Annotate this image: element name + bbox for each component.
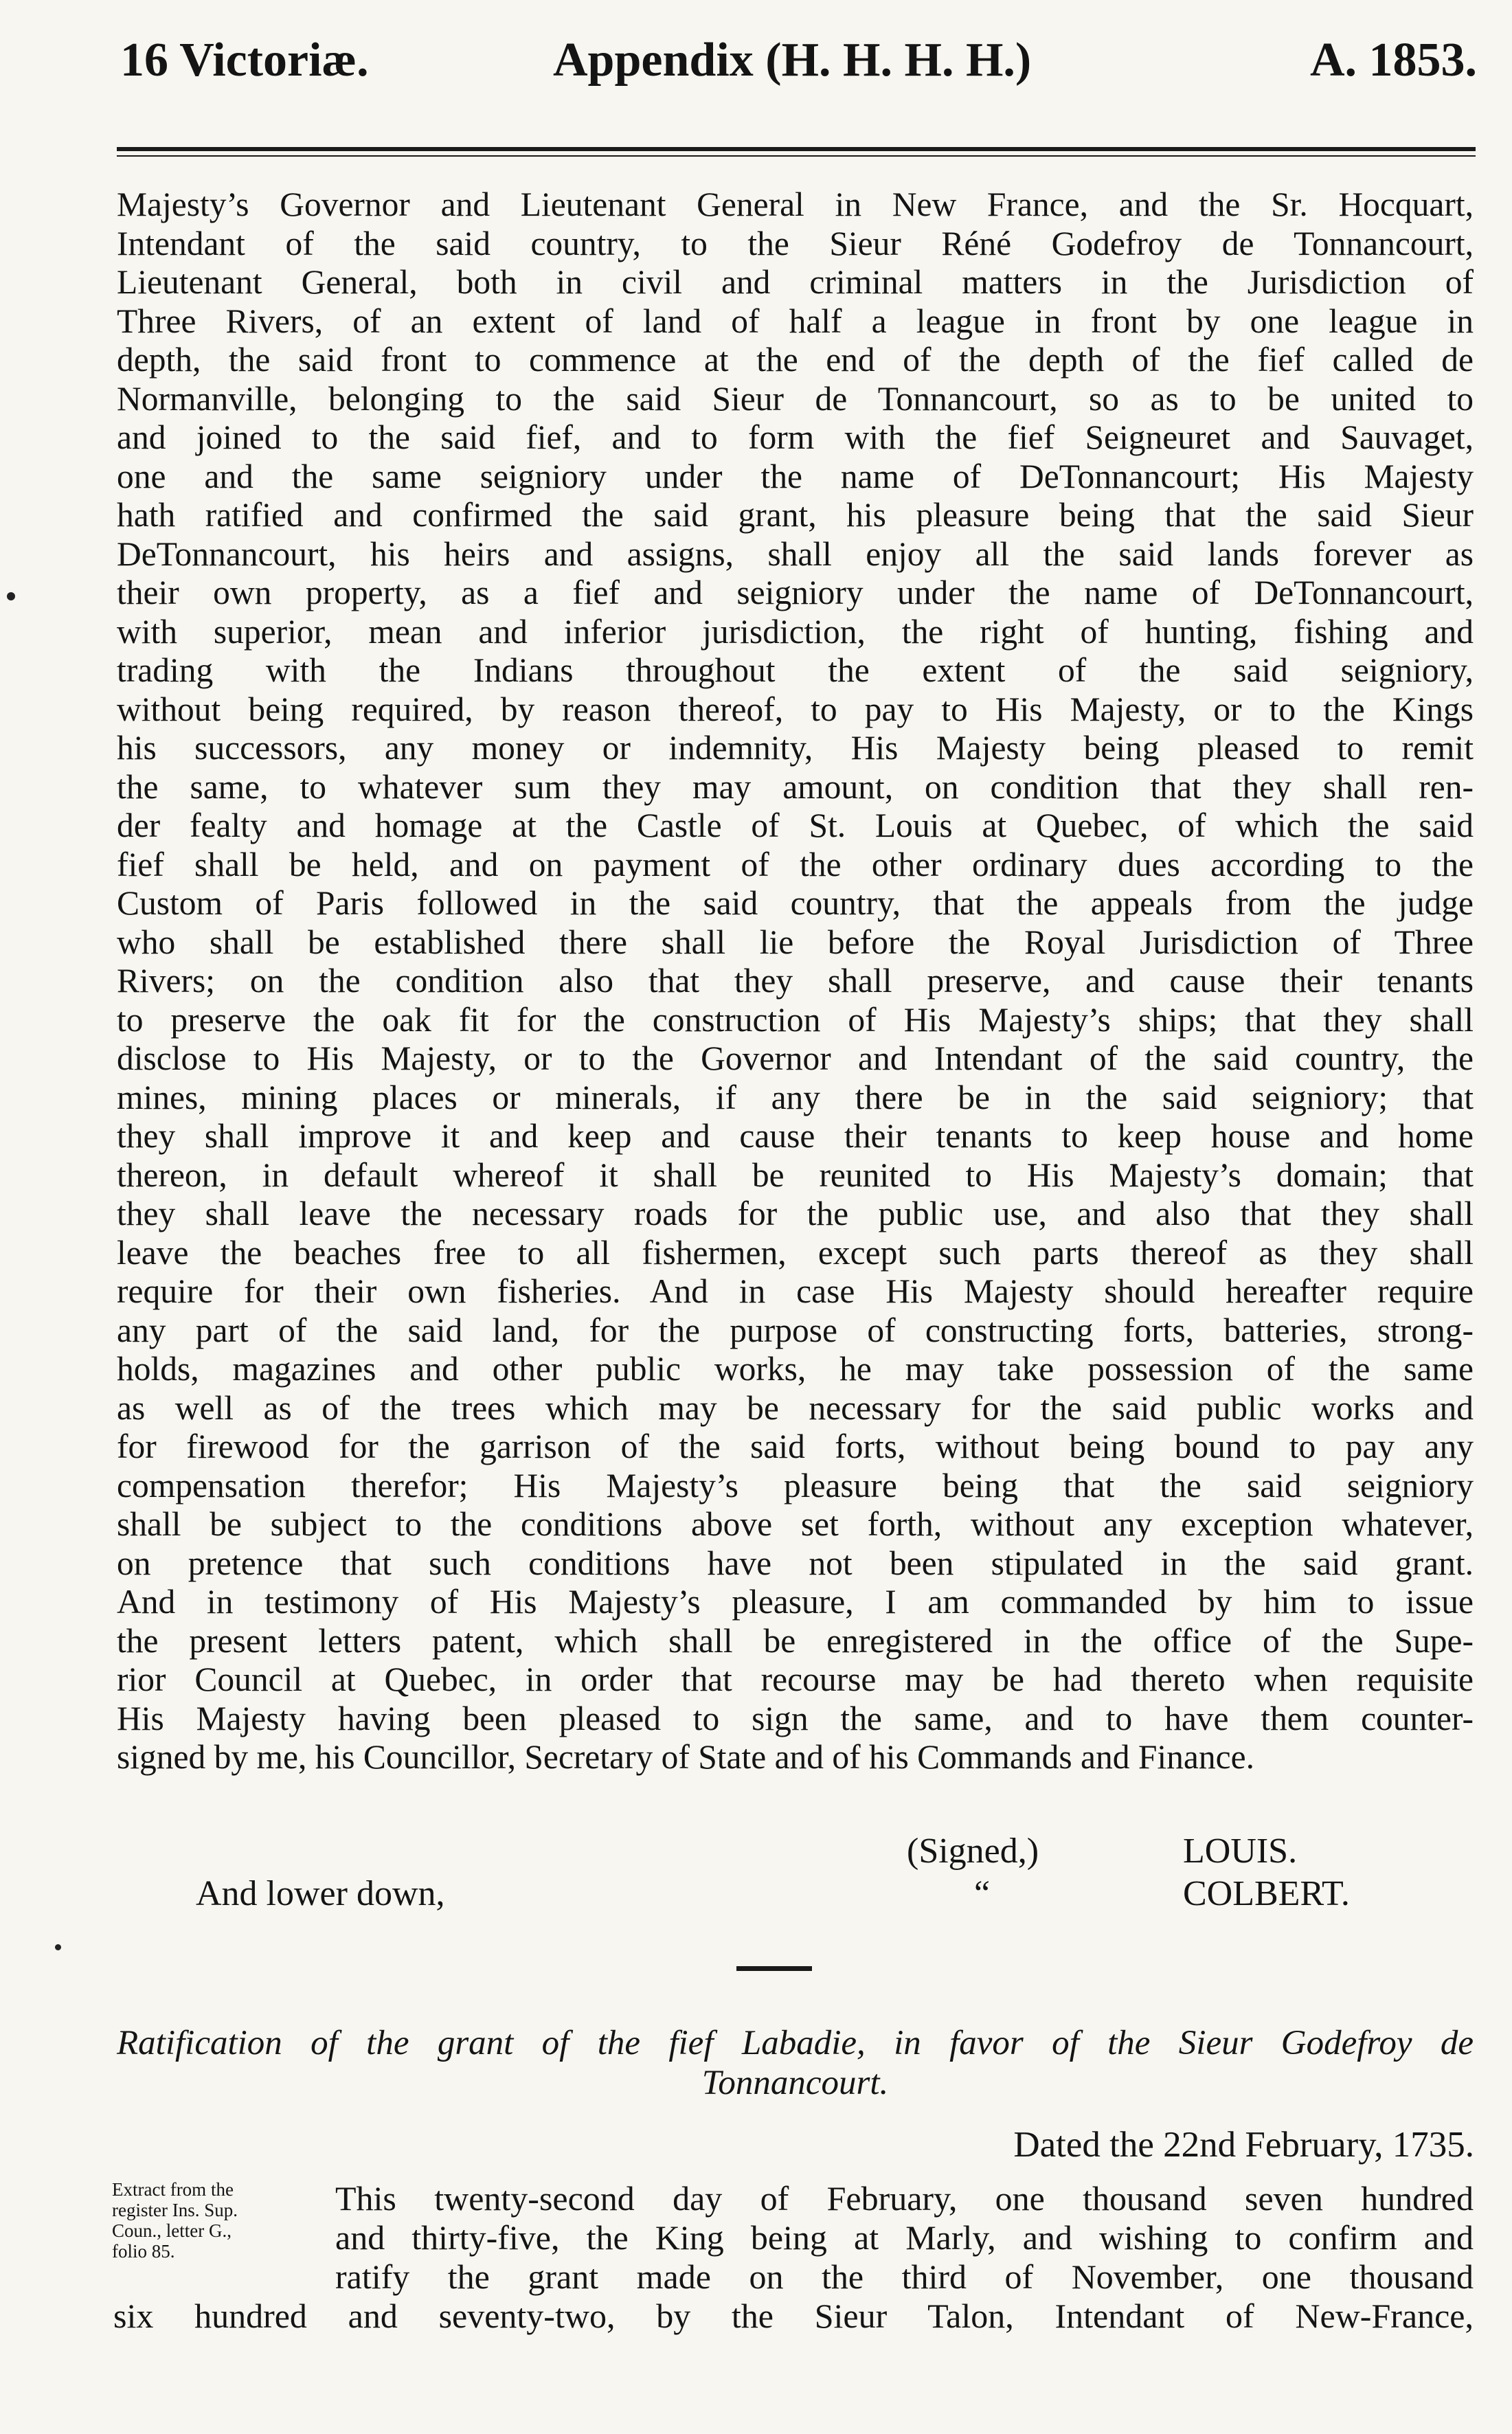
text-line: with superior, mean and inferior jurisdiction, the right of hunting, fishing and — [117, 612, 1474, 651]
text-line: Normanville, belonging to the said Sieur de Tonnancourt, so as to be united to — [117, 379, 1474, 418]
lower-down-label: And lower down, — [196, 1874, 445, 1913]
text-line: any part of the said land, for the purpose of constructing forts, batteries, strong- — [117, 1311, 1474, 1349]
ditto-mark: “ — [974, 1874, 991, 1913]
running-header — [120, 33, 1477, 102]
text-line: And in testimony of His Majesty’s pleasure, I am commanded by him to issue — [117, 1583, 1474, 1621]
signer-colbert: COLBERT. — [1183, 1874, 1350, 1913]
text-line: disclose to His Majesty, or to the Governor and Intendant of the said country, the — [117, 1039, 1474, 1077]
text-line: Lieutenant General, both in civil and criminal matters in the Jurisdiction of — [117, 263, 1474, 301]
text-line: der fealty and homage at the Castle of St. Louis at Quebec, of which the said — [117, 807, 1474, 844]
header-year: A. 1853. — [1309, 34, 1477, 87]
letters-patent-text — [117, 185, 1474, 1777]
header-rule-thick — [117, 147, 1476, 151]
header-volume: 16 Victoriæ. — [120, 34, 369, 87]
ink-speck — [7, 592, 15, 600]
text-line: depth, the said front to commence at the end of the depth of the fief called de — [117, 341, 1474, 379]
text-line: the same, to whatever sum they may amount, on condition that they shall ren- — [117, 767, 1474, 806]
text-line: his successors, any money or indemnity, His Majesty being pleased to remit — [117, 729, 1474, 767]
text-line: their own property, as a fief and seigniory under the name of DeTonnancourt, — [117, 574, 1474, 611]
text-line: without being required, by reason thereof, to pay to His Majesty, or to the Kings — [117, 690, 1474, 728]
text-line: the present letters patent, which shall be enregistered in the office of the Supe- — [117, 1621, 1474, 1660]
text-line: as well as of the trees which may be necessary for the said public works and — [117, 1388, 1474, 1427]
text-line: on pretence that such conditions have not been stipulated in the said grant. — [117, 1544, 1474, 1582]
section-date: Dated the 22nd February, 1735. — [1013, 2125, 1474, 2165]
ink-speck — [55, 1944, 61, 1950]
margin-note-line: register Ins. Sup. — [112, 2200, 238, 2220]
text-line: fief shall be held, and on payment of the other ordinary dues according to the — [117, 845, 1474, 883]
text-line: rior Council at Quebec, in order that recourse may be had thereto when requisite — [117, 1660, 1474, 1698]
section-title-continued: Tonnancourt. — [701, 2064, 889, 2102]
text-line: thereon, in default whereof it shall be reunited to His Majesty’s domain; that — [117, 1156, 1474, 1194]
signer-louis: LOUIS. — [1183, 1832, 1298, 1871]
text-line: they shall improve it and keep and cause their tenants to keep house and home — [117, 1117, 1474, 1155]
margin-note-line: folio 85. — [112, 2241, 175, 2262]
text-line: and thirty-five, the King being at Marly, and wishing to confirm and — [335, 2218, 1474, 2257]
text-line: DeTonnancourt, his heirs and assigns, shall enjoy all the said lands forever as — [117, 534, 1474, 573]
margin-note-line: Coun., letter G., — [112, 2220, 232, 2241]
margin-note — [112, 2179, 311, 2262]
margin-note-line: Extract from the — [112, 2179, 234, 2200]
text-line: Custom of Paris followed in the said country, that the appeals from the judge — [117, 884, 1474, 922]
text-line: one and the same seigniory under the name of DeTonnancourt; His Majesty — [117, 457, 1474, 495]
ratification-text-indented — [335, 2179, 1474, 2297]
text-line: signed by me, his Councillor, Secretary of State and of his Commands and Finance. — [117, 1738, 1254, 1776]
text-line: shall be subject to the conditions above set forth, without any exception whatever, — [117, 1505, 1474, 1543]
text-line: for firewood for the garrison of the said forts, without being bound to pay any — [117, 1428, 1474, 1465]
text-line: compensation therefor; His Majesty’s pleasure being that the said seigniory — [117, 1466, 1474, 1505]
header-rule-thin — [117, 155, 1476, 157]
signed-label: (Signed,) — [907, 1832, 1039, 1871]
text-line: mines, mining places or minerals, if any there be in the said seigniory; that — [117, 1078, 1474, 1116]
text-line: require for their own fisheries. And in case His Majesty should hereafter require — [117, 1272, 1474, 1310]
text-line: This twenty-second day of February, one thousand seven hundred — [335, 2179, 1474, 2218]
text-line: and joined to the said fief, and to form with the fief Seigneuret and Sauvaget, — [117, 418, 1474, 456]
text-line: Rivers; on the condition also that they shall preserve, and cause their tenants — [117, 962, 1474, 1000]
text-line: holds, magazines and other public works, he may take possession of the same — [117, 1350, 1474, 1388]
section-divider — [736, 1966, 812, 1971]
text-line: hath ratified and confirmed the said grant, his pleasure being that the said Sieur — [117, 496, 1474, 534]
text-line: trading with the Indians throughout the extent of the said seigniory, — [117, 651, 1474, 689]
section-title: Ratification of the grant of the fief Labadie, in favor of the Sieur Godefroy de — [117, 2024, 1474, 2062]
text-line: who shall be established there shall lie before the Royal Jurisdiction of Three — [117, 923, 1474, 961]
text-line: they shall leave the necessary roads for the public use, and also that they shall — [117, 1195, 1474, 1232]
text-line: leave the beaches free to all fishermen, except such parts thereof as they shall — [117, 1233, 1474, 1272]
text-line: ratify the grant made on the third of November, one thousand — [335, 2257, 1474, 2296]
text-line: Three Rivers, of an extent of land of half a league in front by one league in — [117, 302, 1474, 340]
text-line: Majesty’s Governor and Lieutenant General in New France, and the Sr. Hocquart, — [117, 185, 1474, 223]
ratification-text-full — [113, 2297, 1474, 2336]
text-line: six hundred and seventy-two, by the Sieur Talon, Intendant of New-France, — [113, 2297, 1474, 2335]
text-line: to preserve the oak fit for the construction of His Majesty’s ships; that they shall — [117, 1000, 1474, 1039]
text-line: Intendant of the said country, to the Sieur Réné Godefroy de Tonnancourt, — [117, 224, 1474, 262]
text-line: His Majesty having been pleased to sign the same, and to have them counter- — [117, 1699, 1474, 1737]
header-appendix: Appendix (H. H. H. H.) — [553, 34, 1032, 87]
